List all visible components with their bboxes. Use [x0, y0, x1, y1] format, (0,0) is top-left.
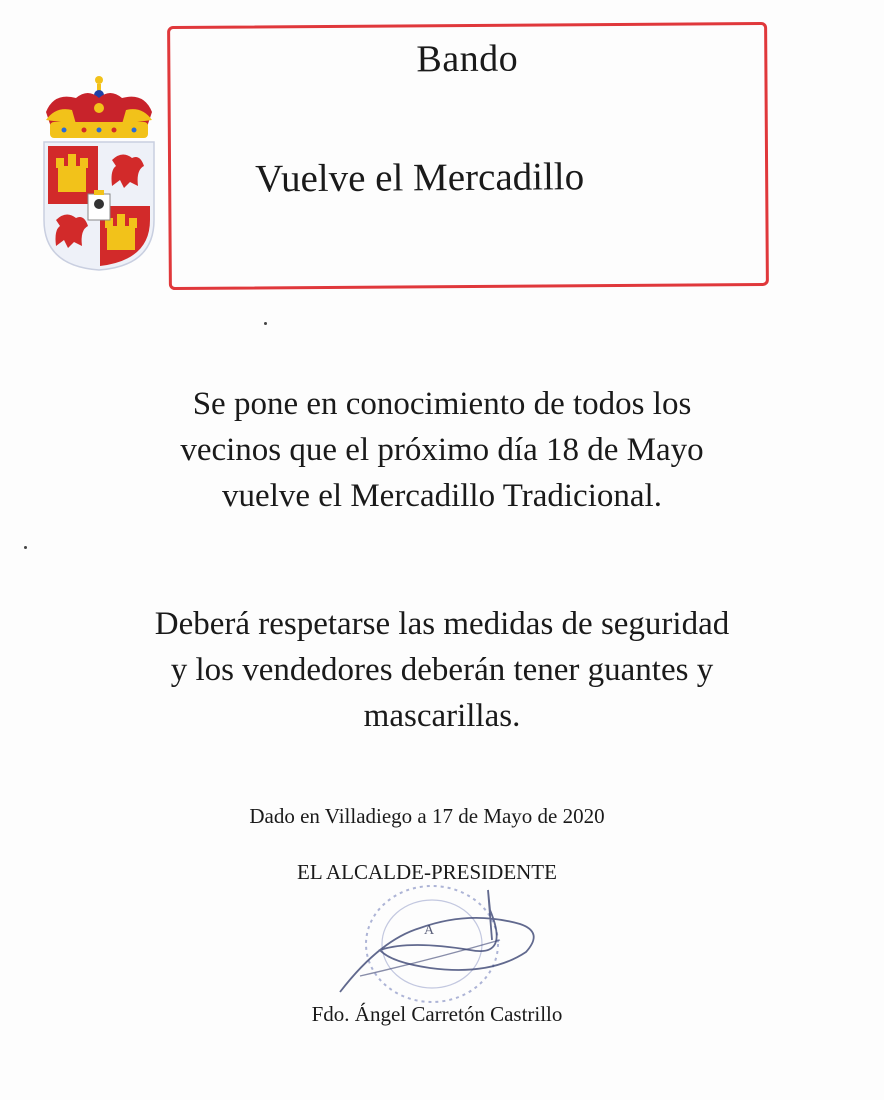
document-subtitle: Vuelve el Mercadillo — [255, 155, 585, 201]
official-seal-icon — [320, 880, 580, 1010]
paragraph-line: y los vendedores deberán tener guantes y — [170, 652, 714, 688]
paragraph-line: vecinos que el próximo día 18 de Mayo — [180, 432, 704, 468]
date-line: Dado en Villadiego a 17 de Mayo de 2020 — [249, 804, 605, 828]
paragraph-line: vuelve el Mercadillo Tradicional. — [222, 478, 662, 514]
speck — [24, 546, 27, 549]
document-title: Bando — [416, 37, 519, 81]
paragraph-line: mascarillas. — [363, 698, 521, 734]
paragraph-line: Se pone en conocimiento de todos los — [192, 386, 692, 422]
safety-paragraph — [40, 601, 844, 739]
paragraph-line: Deberá respetarse las medidas de seguridad — [154, 606, 730, 642]
announcement-paragraph — [40, 381, 844, 519]
title-frame — [167, 22, 769, 290]
speck — [264, 322, 267, 325]
coat-of-arms-icon — [36, 70, 156, 276]
svg-text:A: A — [424, 923, 435, 938]
signature-name: Fdo. Ángel Carretón Castrillo — [311, 1002, 563, 1026]
signatory-office: EL ALCALDE-PRESIDENTE — [297, 860, 557, 884]
